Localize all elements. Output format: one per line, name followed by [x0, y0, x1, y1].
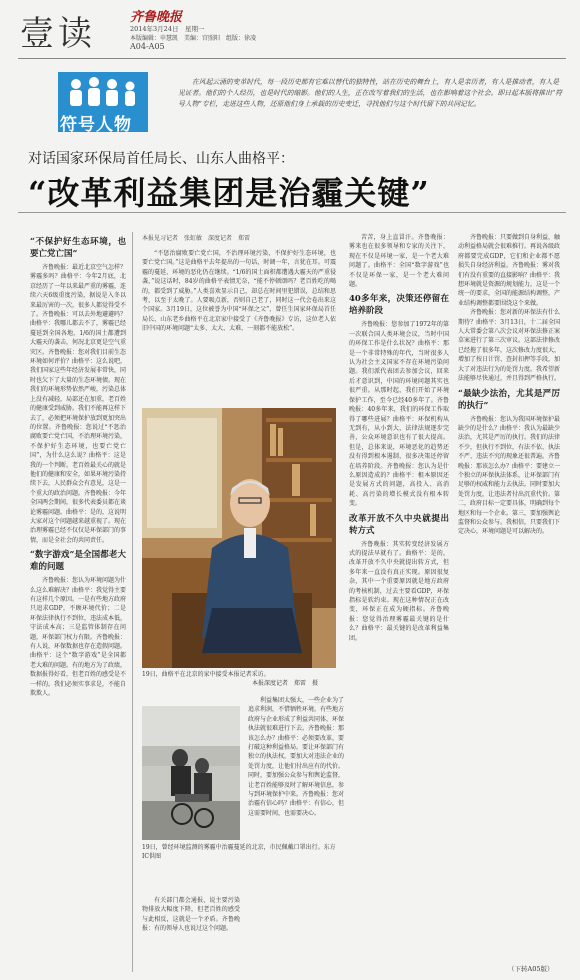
paper-name: 齐鲁晚报	[130, 10, 183, 25]
date-line: 2014年3月24日 星期一	[130, 25, 205, 33]
page-range: A04-A05	[130, 42, 165, 51]
section-heading: 40多年来，决策还停留在培养阶段	[349, 294, 449, 317]
article-paragraph: 有关部门都会通报，说主要污染物排放大幅度下降，但老百姓的感受与此相反，这就是一个矛盾。齐鲁晚报：有的领导人也说过这个问题。	[142, 897, 240, 933]
section-heading: 改革开放不久中央就提出转方式	[349, 513, 449, 536]
column-divider	[132, 232, 133, 972]
article-paragraph: 苦苦，身上直冒汗。齐鲁晚报：雾来也在很多领导和专家的关注下，现在不仅是环境一家，是一个老大难问题了。曲格平：全国“数字游戏”也不仅是环保一家，是一个老大难问题。	[349, 234, 449, 289]
byline: 本报见习记者 张虹敏 深度记者 郑雷	[142, 235, 251, 242]
column-intro: 在风起云涌的变革时代，每一段历史都有它难以替代的独特性，站在历史的舞台上，有人是亲历者，有人是推动者，有人是见证者。他们的个人经历，也是时代的缩影。他们的人生，正在改写着我们的生活，也在影响着这个社会。即日起本版将推出“符号人物”专栏，走进这些人物，还原他们身上承载的历史变迁，寻找他们与这个时代留下的共同记忆。	[178, 78, 563, 108]
article-paragraph: 齐鲁晚报：只要做到自身利益，触动利益格局就会很难推行。再说各级政府都要完成GDP，它们和企业都不愿损失自身经济利益。齐鲁晚报：雾对我们有没有重要的直接影响？曲格平：我想环境就是资源的规划能力，这是一个统一的要求，全国的能源结构调整，产业结构调整都要围绕这个来做。	[458, 234, 560, 307]
article-paragraph: 齐鲁晚报：您参加了1972年的第一次联合国人类环境会议，当时中国的环保工作是什么状况？曲格平：那是一个非常特殊的年代，当时很多人认为社会主义国家不存在环境污染问题。我们派代表团去参加会议，回来后才意识到，中国的环境问题其实也很严重。从那时起，我们开始了环境保护工作，至今已经40多年了。齐鲁晚报：40多年来，我们的环保工作取得了哪些进展？曲格平：环保机构从无到有，从小到大，法律法规逐步完善，公众环境意识也有了很大提高。但是，总体来说，环境恶化的趋势还没有得到根本遏制，很多决策还停留在培养阶段。齐鲁晚报：您认为是什么原因造成的？曲格平：根本原因还是发展方式的问题，高投入、高消耗、高污染的增长模式没有根本转变。	[349, 321, 449, 508]
section-heading: “最缺少法治，尤其是严厉的执行”	[458, 388, 560, 411]
page-continue-note: （下转A05版）	[508, 965, 554, 973]
article-paragraph: 齐鲁晚报：您认为我国环境保护最缺少的是什么？曲格平：我认为最缺少法治，尤其是严厉的执行。我们的法律不少，但执行不到位，有法不依、执法不严、违法不究的现象还很普遍。齐鲁晚报：那该怎么办？曲格平：要建立一个独立的环保执法体系，让环保部门有足够的权威和能力去执法。同时要加大处罚力度，让违法者付出沉重代价。第二，政府目标一定要具体，明确到每个地区和每一个企业。第三，要加强舆论监督和公众参与。我相信，只要我们下定决心，环境问题是可以解决的。	[458, 415, 560, 536]
sidebar-column	[30, 232, 126, 972]
street-smog-photo	[142, 706, 240, 840]
photo-caption: 19日，曲格平在北京的家中接受本报记者采访。	[142, 671, 270, 678]
article-paragraph: 齐鲁晚报：您认为环境问题为什么这么难解决？曲格平：我觉得主要有这样几个原因。一是有些地方政府只追求GDP，不顾环境代价；二是环保法律执行不到位，违法成本低，守法成本高；三是监管体制存在问题，环保部门权力有限。齐鲁晚报：有人说，环保数据也存在造假问题。曲格平：这个“数字游戏”是全国都老大难的问题。有的地方为了政绩，数据报得好看，但老百姓的感受是不一样的。我们必须实事求是，不能自欺欺人。	[30, 577, 126, 698]
article-column	[458, 233, 560, 973]
article-column	[349, 233, 449, 973]
section-heading: “不保护好生态环境，也要亡党亡国”	[30, 237, 126, 259]
lead-paragraph: “不惩治腐败要亡党亡国，不治理环境污染，不保护好生态环境，也要亡党亡国。”这是曲格平去年提出的一句话，时调一年，言犹在耳。可震霾的蔓延、环境的恶化仍在继续。“1/6的国土面积都遭遇大霾天的严重侵袭，”说这话时，84岁的曲格平表情无奈，“能不停顿颂吗？老百姓吃的喝的，都受到了威胁。”人类喜欢显示自己，却总在时间里犯错误，总结和思考，以至于太晚了。人要吸点新，否则自己老了，同时这一代会卷出来这个国家。3月19日，这位被誉为中国“环保之父”、曾任生国家环保局首任局长、山东老乡曲格平在北京家中接受了《齐鲁晚报》专访，这位老人依旧中国的环境问题“太多、太大、太难，一刻都不能放松”。	[142, 250, 336, 333]
article-paragraph: 利益集团太强大，一些企业为了追求利润，不惜牺牲环境。有些地方政府与企业形成了利益共同体，环保执法就很难进行下去。齐鲁晚报：那该怎么办？曲格平：必须要改革，要打破这种利益格局。要让环保部门有独立的执法权，要加大对违法企业的处罚力度，让他们付出应有的代价。同时，要加强公众参与和舆论监督，让老百姓能够及时了解环境信息，参与到环境保护中来。齐鲁晚报：您对治霾有信心吗？曲格平：有信心，但这需要时间，也需要决心。	[248, 697, 344, 817]
article-title: “改革利益集团是治霾关键”	[28, 174, 430, 212]
photo-credit: 本报深度记者 郑雷 摄	[252, 680, 319, 687]
title-rule	[18, 212, 566, 213]
section-heading: “数字游戏”是全国都老大难的问题	[30, 550, 126, 573]
photo-caption: 19日，曾经环境监测的雾霾中治霾蔓延的北京，市民佩戴口罩出行。东方IC供图	[142, 844, 336, 860]
article-column	[248, 696, 344, 972]
article-paragraph: 齐鲁晚报：您对新的环保法有什么期待？曲格平：3月13日，十二届全国人大常委会第八次会议对环保法修正案草案进行了第三次审议。这部法律修改已经拖了很多年，这次修改力度很大，增加了按日计罚、查封扣押等手段，加大了对违法行为的处罚力度。我希望新法能够尽快通过，并且得到严格执行。	[458, 309, 560, 383]
lead-column	[142, 249, 336, 389]
column-logo-text: 符号人物	[60, 115, 132, 135]
header-rule	[18, 58, 566, 59]
section-title: 壹读	[20, 14, 96, 54]
article-column	[142, 896, 240, 972]
article-paragraph: 齐鲁晚报：最近北京空气怎样？雾霾多吗？曲格平：今年2月底，北京经历了一年以来最严重的雾霾，连续六天6级重度污染，据说是入冬以来最厉害的一次，很多人都觉得受不了。齐鲁晚报：可以去外地避避吗？曲格平：我哪儿都去不了，雾霾已经蔓延到全国各地，1/6的国土都遭到大霾天的袭击，何况北京更是空气重灾区。齐鲁晚报：您对我们目前生态环境如何评价？曲格平：这么说吧，我们国家这些年经济发展非常快，同时也欠下了大量的生态环境债。现在我们的环境形势依然严峻，污染总体上没有减轻，局部还在加重，老百姓的健康受到威胁。我们不能再这样下去了，必须把环境保护放到更加突出的位置。齐鲁晚报：您说过“不惩治腐败要亡党亡国，不治理环境污染，不保护好生态环境，也要亡党亡国”，为什么这么说？曲格平：这是我的一个判断。老百姓最关心的就是他们的健康和安全，如果环境污染持续下去，人民群众会有意见，这是一个重大的政治问题。齐鲁晚报：今年全国两会期间，很多代表委员都在谈论雾霾问题。曲格平：是的，这说明大家对这个问题越来越重视了。现在治理雾霾已经不仅仅是环保部门的事情，而是全社会的共同责任。	[30, 264, 126, 544]
editors-line: 本版编辑：申慧凯 美编：宫照阳 组版：徐凌	[130, 35, 257, 42]
article-subtitle: 对话国家环保局首任局长、山东人曲格平：	[28, 151, 294, 167]
article-paragraph: 齐鲁晚报：其实转变经济发展方式的提法早就有了。曲格平：是的，改革开放不久中央就提出转方式，但多年来一直没有真正实现。原因很复杂，其中一个重要原因就是地方政府的考核机制，过去主要看GDP，环保指标是软约束。现在这种情况正在改变，环保正在成为硬指标。齐鲁晚报：您觉得治理雾霾最关键的是什么？曲格平：最关键的是改革利益集团。	[349, 540, 449, 642]
interview-photo	[142, 408, 336, 668]
